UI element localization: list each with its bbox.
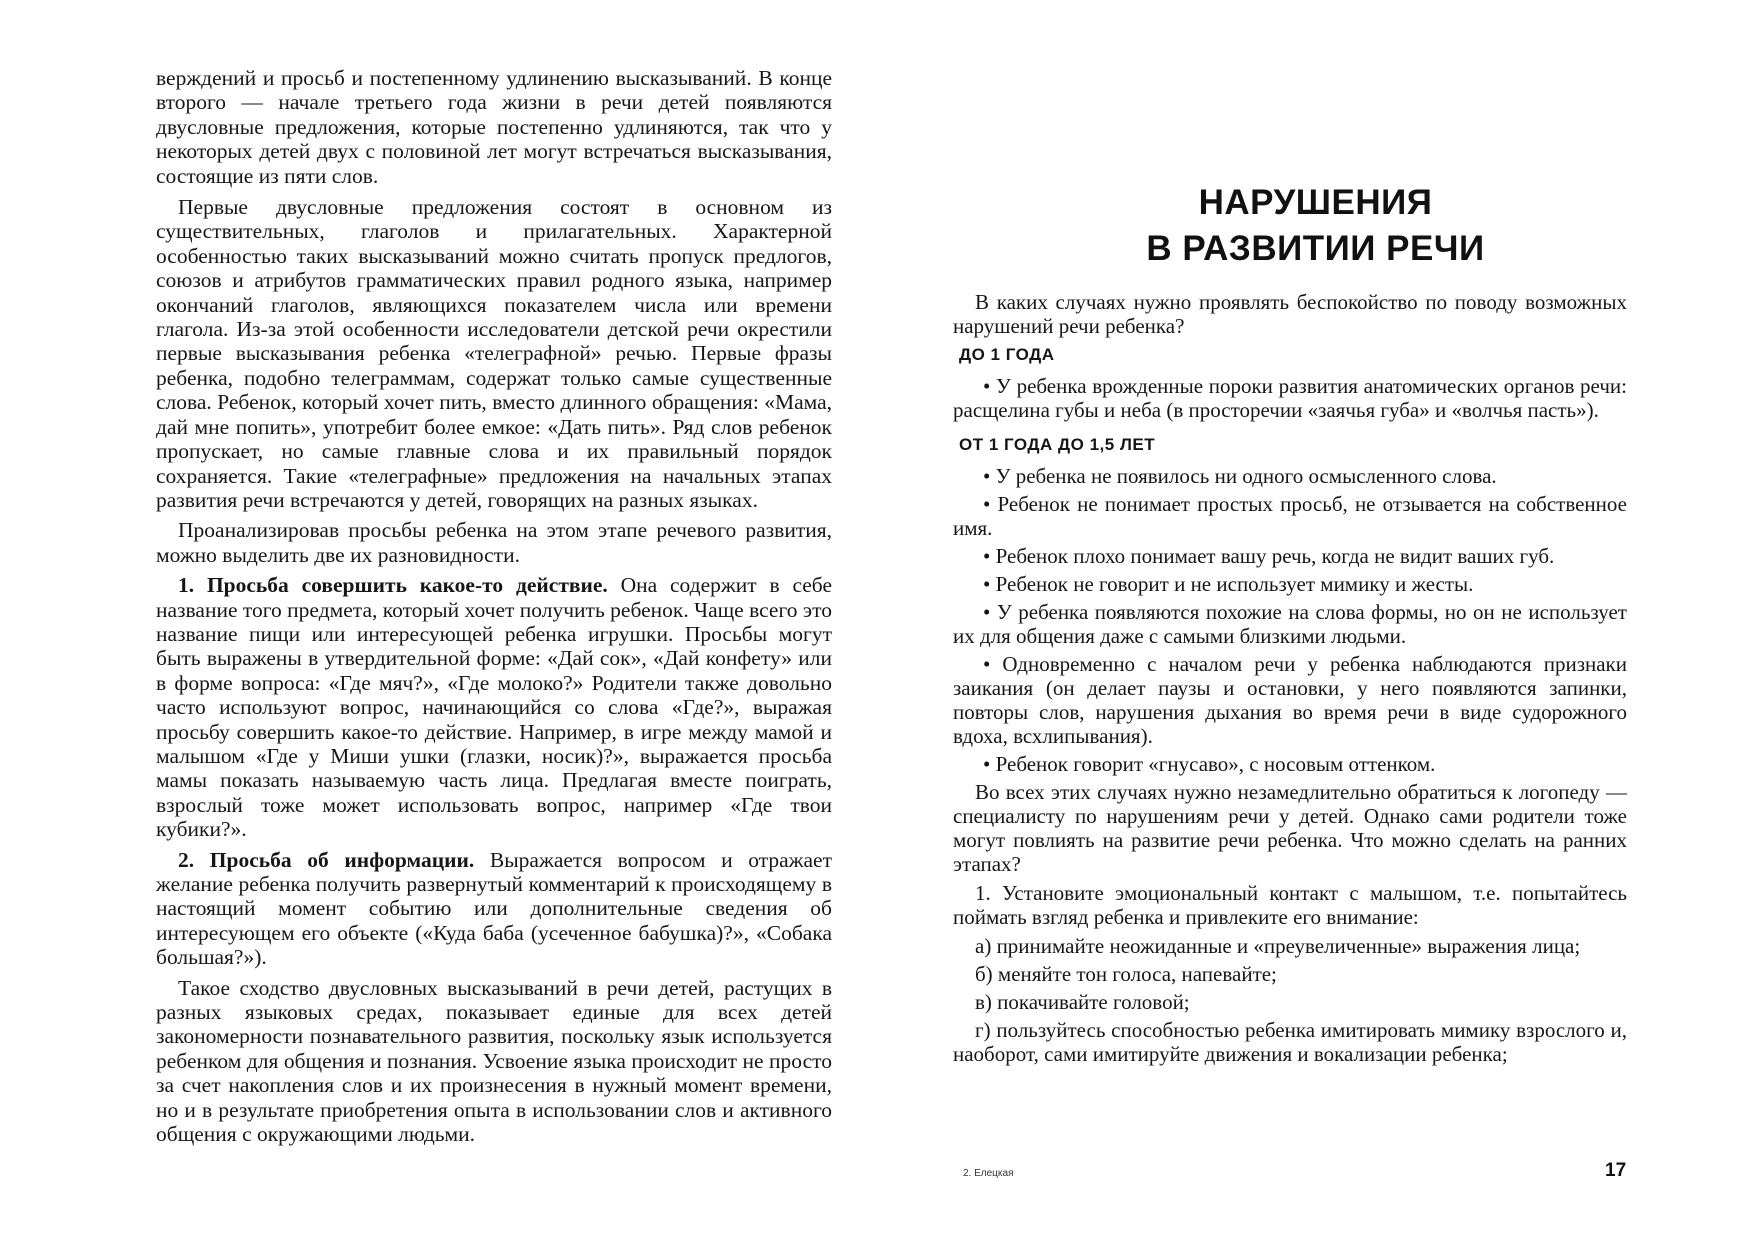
age-heading-under-1: ДО 1 ГОДА <box>959 345 1055 364</box>
intro-question: В каких случаях нужно проявлять беспокойство по поводу возможных нарушений речи ребенка? <box>953 290 1627 338</box>
advice-subitem: б) меняйте тон голоса, напевайте; <box>975 962 1277 986</box>
right-text-column <box>953 290 1627 1070</box>
paragraph-request-types: Проанализировав просьбы ребенка на этом этапе речевого развития, можно выделить две их разновидности. <box>156 518 832 567</box>
advice-subitem: а) принимайте неожиданные и «преувеличенные» выражения лица; <box>975 934 1581 958</box>
bullet-item: • У ребенка появляются похожие на слова формы, но он не использует их для общения даже с самыми близкими людьми. <box>953 600 1627 648</box>
request-type-information <box>156 848 832 970</box>
request-type-action-text: Она содержит в себе название того предмета, который хочет получить ребенок. Чаще всего это название пищи или интересующей ребенка игрушки. Просьбы могут быть выражены в утвердительной форме: «Дай сок», «Дай конфету» или в форме вопроса: «Где мяч?», «Где молоко?» Родители также довольно часто используют вопрос, начинающийся со слова «Где?», выражая просьбу совершить какое-то действие. Например, в игре между мамой и малышом «Где у Миши ушки (глазки, носик)?», выражается просьба мамы показать называемую часть лица. Предлагая вместе поиграть, взрослый тоже может использовать вопрос, например «Где твои кубики?». <box>156 573 832 842</box>
chapter-title-line-1: НАРУШЕНИЯ <box>1198 183 1433 222</box>
bullet-item: • Ребенок не понимает простых просьб, не отзывается на собственное имя. <box>953 492 1627 540</box>
advice-step-1: 1. Установите эмоциональный контакт с малышом, т.е. попытайтесь поймать взгляд ребенка и привлеките его внимание: <box>953 881 1627 929</box>
request-type-action <box>156 573 832 841</box>
left-text-column <box>156 66 832 1152</box>
request-type-information-text: Выражается вопросом и отражает желание ребенка получить развернутый комментарий к происходящему в настоящий момент событию или дополнительные сведения об интересующем его объекте («Куда баба (усеченное бабушка)?», «Собака большая?»). <box>156 847 833 970</box>
chapter-title <box>877 180 1754 272</box>
paragraph-conclusion: Такое сходство двусловных высказываний в речи детей, растущих в разных языковых средах, показывает единые для всех детей закономерности познавательного развития, поскольку язык используется ребенком для общения и познания. Усвоение языка происходит не просто за счет накопления слов и их произнесения в нужный момент времени, но и в результате приобретения опыта в использовании слов и активного общения с окружающими людьми. <box>156 975 832 1147</box>
bullet-item: • У ребенка врожденные пороки развития анатомических органов речи: расщелина губы и неба (в просторечии «заячья губа» и «волчья пасть»). <box>953 374 1627 422</box>
bullet-item: • Ребенок плохо понимает вашу речь, когда не видит ваших губ. <box>983 544 1555 568</box>
bullet-item: • У ребенка не появилось ни одного осмысленного слова. <box>983 464 1497 488</box>
right-page <box>877 0 1754 1240</box>
paragraph-continuation: верждений и просьб и постепенному удлинению высказываний. В конце второго — начале третьего года жизни в речи детей появляются двусловные предложения, которые постепенно удлиняются, так что у некоторых детей двух с половиной лет могут встречаться высказывания, состоящие из пяти слов. <box>156 66 832 188</box>
advice-subitem: в) покачивайте головой; <box>975 990 1190 1014</box>
bullet-item: • Ребенок не говорит и не использует мимику и жесты. <box>983 572 1474 596</box>
paragraph-telegraphic-speech: Первые двусловные предложения состоят в основном из существительных, глаголов и прилагательных. Характерной особенностью таких высказываний можно считать пропуск предлогов, союзов и атрибутов грамматических правил родного языка, например окончаний глаголов, являющихся показателем числа или времени глагола. Из-за этой особенности исследователи детской речи окрестили первые высказывания ребенка «телеграфной» речью. Первые фразы ребенка, подобно телеграммам, содержат только самые существенные слова. Ребенок, который хочет пить, вместо длинного обращения: «Мама, дай мне попить», употребит более емкое: «Дать пить». Ряд слов ребенок пропускает, но самые главные слова и их правильный порядок сохраняется. Такие «телеграфные» предложения на начальных этапах развития речи встречаются у детей, говорящих на разных языках. <box>156 195 832 512</box>
page-number: 17 <box>1605 1160 1627 1181</box>
advice-paragraph: Во всех этих случаях нужно незамедлительно обратиться к логопеду — специалисту по нарушениям речи у детей. Однако сами родители тоже могут повлиять на развитие речи ребенка. Что можно сделать на ранних этапах? <box>953 780 1627 876</box>
request-type-information-lead: 2. Просьба об информации. <box>178 847 475 872</box>
request-type-action-lead: 1. Просьба совершить какое-то действие. <box>178 573 608 598</box>
advice-subitem: г) пользуйтесь способностью ребенка имитировать мимику взрослого и, наоборот, сами имитируйте движения и вокализации ребенка; <box>953 1018 1627 1066</box>
age-heading-1-to-1-5: ОТ 1 ГОДА ДО 1,5 ЛЕТ <box>959 435 1156 454</box>
signature-footer-note: 2. Елецкая <box>963 1168 1014 1179</box>
bullet-item: • Ребенок говорит «гнусаво», с носовым оттенком. <box>983 752 1436 776</box>
chapter-title-line-2: В РАЗВИТИИ РЕЧИ <box>1146 229 1485 268</box>
bullet-item: • Одновременно с началом речи у ребенка наблюдаются признаки заикания (он делает паузы и остановки, у него появляются запинки, повторы слов, нарушения дыхания во время речи в виде судорожного вдоха, всхлипывания). <box>953 652 1627 748</box>
